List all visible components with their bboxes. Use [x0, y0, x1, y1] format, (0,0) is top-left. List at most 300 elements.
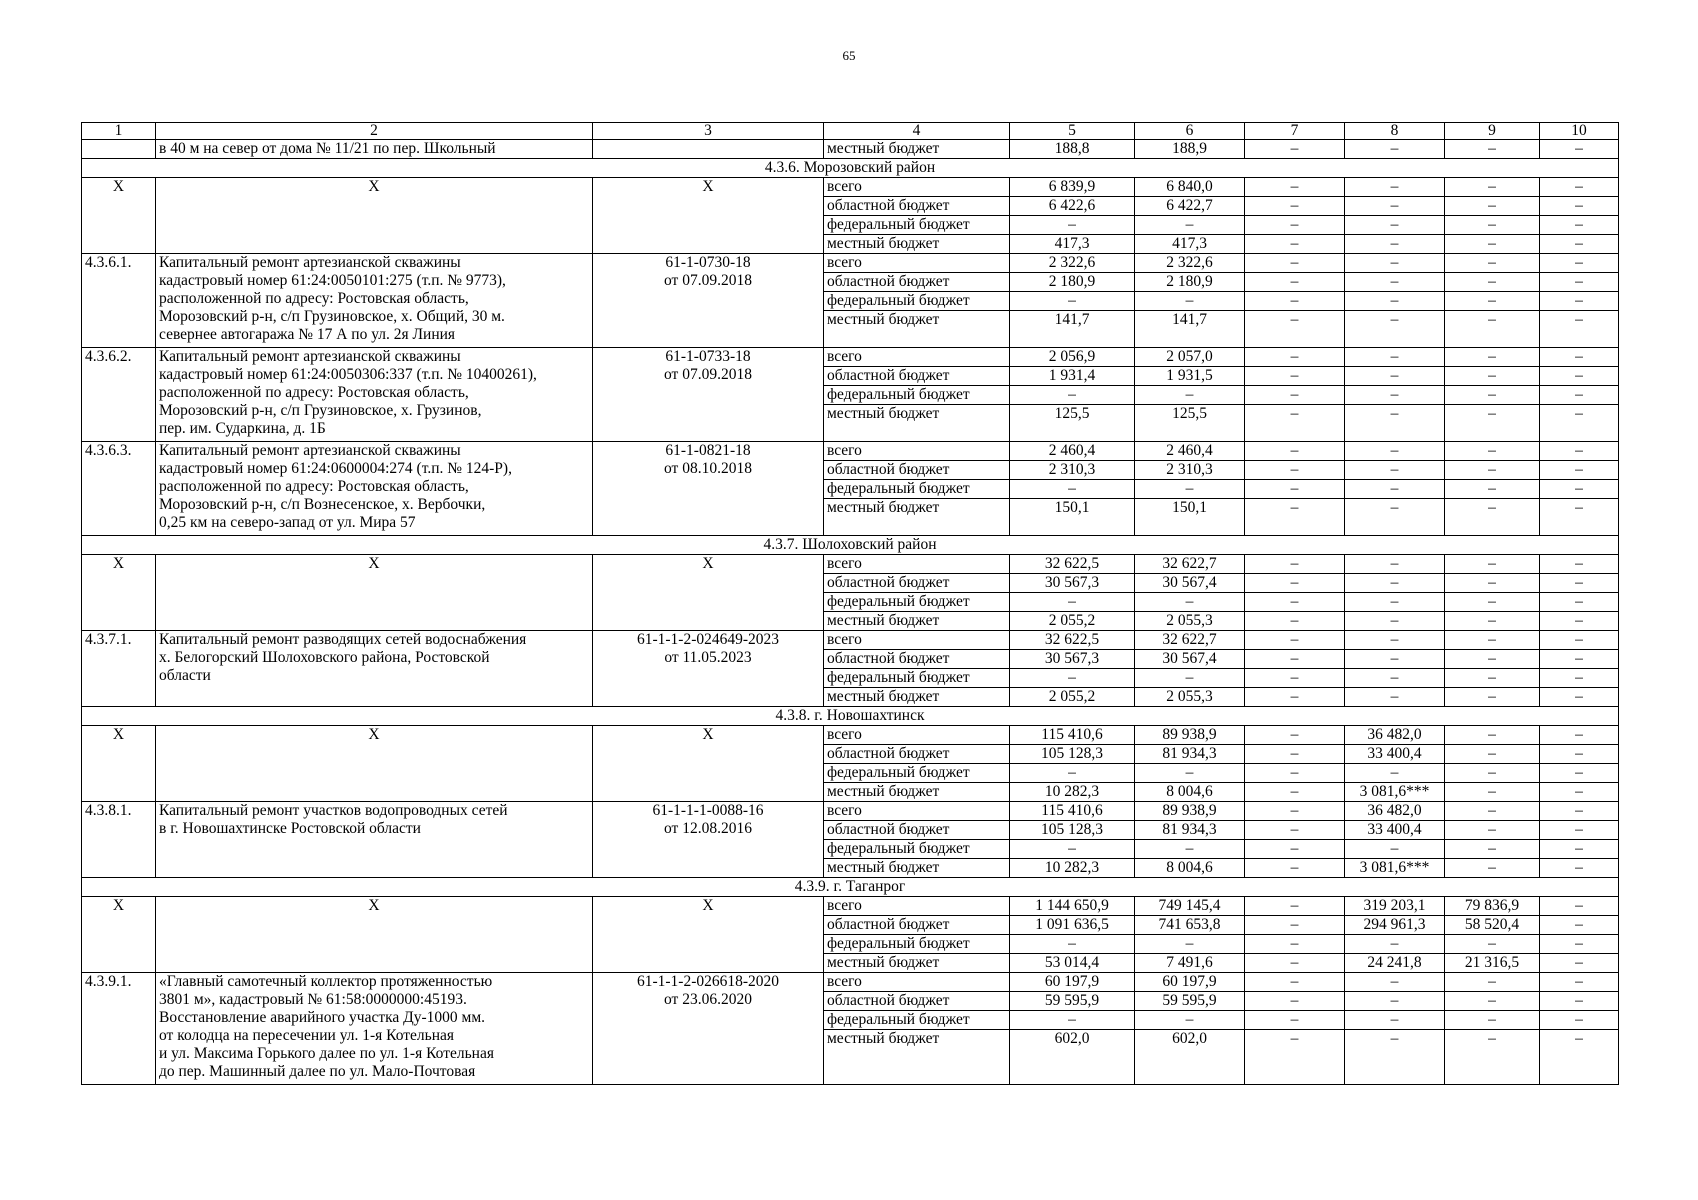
- value-cell: 36 482,0: [1345, 726, 1445, 745]
- item-description-line: от колодца на пересечении ул. 1-я Котельная: [159, 1027, 455, 1044]
- value-cell: 105 128,3: [1010, 821, 1135, 840]
- value-cell: –: [1540, 802, 1619, 821]
- value-cell: 115 410,6: [1010, 802, 1135, 821]
- item-description: [156, 442, 593, 536]
- value-cell: –: [1445, 311, 1540, 348]
- value-cell: –: [1010, 669, 1135, 688]
- funding-source: всего: [824, 254, 1010, 273]
- item-code-line: 61-1-1-1-0088-16: [652, 802, 764, 819]
- value-cell: 417,3: [1010, 235, 1135, 254]
- carry-over-text: в 40 м на север от дома № 11/21 по пер. Школьный: [156, 140, 593, 159]
- section-row: [82, 707, 1619, 726]
- value-cell: –: [1345, 273, 1445, 292]
- value-cell: –: [1245, 1030, 1345, 1085]
- value-cell: –: [1540, 1030, 1619, 1085]
- value-cell: 2 180,9: [1135, 273, 1245, 292]
- value-cell: –: [1245, 480, 1345, 499]
- value-cell: 60 197,9: [1010, 973, 1135, 992]
- value-cell: 188,9: [1135, 140, 1245, 159]
- value-cell: –: [1445, 197, 1540, 216]
- value-cell: –: [1245, 631, 1345, 650]
- funding-source: областной бюджет: [824, 745, 1010, 764]
- value-cell: –: [1345, 461, 1445, 480]
- value-cell: 602,0: [1135, 1030, 1245, 1085]
- value-cell: –: [1445, 612, 1540, 631]
- value-cell: 2 055,3: [1135, 688, 1245, 707]
- summary-mark: Х: [82, 897, 156, 973]
- funding-source: местный бюджет: [824, 1030, 1010, 1085]
- column-number: 1: [82, 123, 156, 140]
- value-cell: 32 622,5: [1010, 631, 1135, 650]
- column-number: 3: [593, 123, 824, 140]
- value-cell: –: [1245, 897, 1345, 916]
- value-cell: 10 282,3: [1010, 783, 1135, 802]
- item-description-line: Капитальный ремонт артезианской скважины: [159, 254, 461, 271]
- value-cell: –: [1245, 311, 1345, 348]
- value-cell: 2 322,6: [1135, 254, 1245, 273]
- value-cell: –: [1540, 935, 1619, 954]
- value-cell: 2 460,4: [1135, 442, 1245, 461]
- value-cell: –: [1245, 916, 1345, 935]
- value-cell: 59 595,9: [1135, 992, 1245, 1011]
- value-cell: 2 322,6: [1010, 254, 1135, 273]
- funding-source: федеральный бюджет: [824, 1011, 1010, 1030]
- value-cell: 6 422,7: [1135, 197, 1245, 216]
- value-cell: 6 422,6: [1010, 197, 1135, 216]
- summary-mark: Х: [593, 178, 824, 254]
- funding-source: местный бюджет: [824, 499, 1010, 536]
- value-cell: –: [1135, 480, 1245, 499]
- value-cell: 2 057,0: [1135, 348, 1245, 367]
- value-cell: –: [1245, 612, 1345, 631]
- item-description-line: кадастровый номер 61:24:0050306:337 (т.п. № 10400261),: [159, 366, 537, 383]
- value-cell: 30 567,3: [1010, 574, 1135, 593]
- value-cell: –: [1445, 650, 1540, 669]
- value-cell: 24 241,8: [1345, 954, 1445, 973]
- value-cell: –: [1245, 178, 1345, 197]
- item-description-line: области: [159, 667, 211, 684]
- item-code-line: от 07.09.2018: [664, 366, 752, 383]
- value-cell: –: [1345, 669, 1445, 688]
- value-cell: –: [1445, 499, 1540, 536]
- funding-source: областной бюджет: [824, 273, 1010, 292]
- item-number: 4.3.6.2.: [82, 348, 156, 442]
- value-cell: –: [1245, 954, 1345, 973]
- value-cell: –: [1245, 840, 1345, 859]
- value-cell: –: [1345, 140, 1445, 159]
- item-row: [82, 254, 1619, 273]
- value-cell: –: [1345, 216, 1445, 235]
- value-cell: –: [1245, 688, 1345, 707]
- value-cell: –: [1540, 555, 1619, 574]
- value-cell: 749 145,4: [1135, 897, 1245, 916]
- funding-source: областной бюджет: [824, 461, 1010, 480]
- value-cell: –: [1245, 764, 1345, 783]
- value-cell: –: [1345, 1011, 1445, 1030]
- value-cell: –: [1345, 348, 1445, 367]
- value-cell: –: [1445, 367, 1540, 386]
- value-cell: –: [1540, 650, 1619, 669]
- column-number: 5: [1010, 123, 1135, 140]
- value-cell: –: [1135, 935, 1245, 954]
- value-cell: –: [1010, 840, 1135, 859]
- value-cell: 294 961,3: [1345, 916, 1445, 935]
- value-cell: –: [1345, 311, 1445, 348]
- value-cell: –: [1540, 669, 1619, 688]
- value-cell: –: [1445, 631, 1540, 650]
- value-cell: 81 934,3: [1135, 745, 1245, 764]
- value-cell: –: [1345, 442, 1445, 461]
- value-cell: –: [1245, 197, 1345, 216]
- item-description-line: «Главный самотечный коллектор протяженностью: [159, 973, 493, 990]
- value-cell: –: [1540, 840, 1619, 859]
- value-cell: 30 567,4: [1135, 650, 1245, 669]
- funding-source: местный бюджет: [824, 783, 1010, 802]
- value-cell: –: [1540, 783, 1619, 802]
- value-cell: –: [1445, 726, 1540, 745]
- item-description-line: кадастровый номер 61:24:0050101:275 (т.п. № 9773),: [159, 272, 506, 289]
- value-cell: –: [1135, 386, 1245, 405]
- value-cell: –: [1345, 935, 1445, 954]
- value-cell: –: [1010, 480, 1135, 499]
- value-cell: –: [1245, 935, 1345, 954]
- funding-source: областной бюджет: [824, 992, 1010, 1011]
- carry-over-row: [82, 140, 1619, 159]
- value-cell: –: [1135, 1011, 1245, 1030]
- value-cell: –: [1540, 897, 1619, 916]
- value-cell: –: [1345, 555, 1445, 574]
- funding-source: федеральный бюджет: [824, 935, 1010, 954]
- value-cell: 125,5: [1135, 405, 1245, 442]
- value-cell: 58 520,4: [1445, 916, 1540, 935]
- code-cell: [593, 140, 824, 159]
- value-cell: –: [1245, 1011, 1345, 1030]
- item-description: [156, 802, 593, 878]
- value-cell: –: [1345, 1030, 1445, 1085]
- value-cell: –: [1245, 254, 1345, 273]
- value-cell: –: [1345, 405, 1445, 442]
- summary-mark: Х: [593, 897, 824, 973]
- value-cell: 6 839,9: [1010, 178, 1135, 197]
- value-cell: –: [1345, 688, 1445, 707]
- item-code: [593, 254, 824, 348]
- value-cell: –: [1540, 273, 1619, 292]
- item-description-line: 3801 м», кадастровый № 61:58:0000000:45193.: [159, 991, 467, 1008]
- value-cell: 1 931,4: [1010, 367, 1135, 386]
- value-cell: 115 410,6: [1010, 726, 1135, 745]
- item-code-line: от 12.08.2016: [664, 820, 752, 837]
- value-cell: –: [1345, 593, 1445, 612]
- value-cell: –: [1540, 216, 1619, 235]
- funding-source: областной бюджет: [824, 916, 1010, 935]
- value-cell: –: [1540, 480, 1619, 499]
- value-cell: –: [1245, 992, 1345, 1011]
- value-cell: –: [1245, 292, 1345, 311]
- funding-source: всего: [824, 802, 1010, 821]
- value-cell: –: [1345, 367, 1445, 386]
- item-number: 4.3.6.1.: [82, 254, 156, 348]
- summary-mark: Х: [593, 555, 824, 631]
- value-cell: 60 197,9: [1135, 973, 1245, 992]
- funding-source: всего: [824, 973, 1010, 992]
- item-code: [593, 631, 824, 707]
- item-description: [156, 973, 593, 1085]
- funding-source: местный бюджет: [824, 688, 1010, 707]
- funding-source: федеральный бюджет: [824, 764, 1010, 783]
- value-cell: –: [1445, 688, 1540, 707]
- funding-source: всего: [824, 631, 1010, 650]
- value-cell: –: [1245, 140, 1345, 159]
- value-cell: –: [1245, 235, 1345, 254]
- value-cell: –: [1345, 178, 1445, 197]
- item-description-line: х. Белогорский Шолоховского района, Ростовской: [159, 649, 490, 666]
- value-cell: –: [1245, 802, 1345, 821]
- value-cell: 30 567,3: [1010, 650, 1135, 669]
- value-cell: 21 316,5: [1445, 954, 1540, 973]
- item-description-line: расположенной по адресу: Ростовская область,: [159, 478, 469, 495]
- value-cell: –: [1445, 480, 1540, 499]
- column-number: 8: [1345, 123, 1445, 140]
- value-cell: 602,0: [1010, 1030, 1135, 1085]
- item-code: [593, 973, 824, 1085]
- value-cell: 2 055,2: [1010, 612, 1135, 631]
- value-cell: –: [1445, 216, 1540, 235]
- value-cell: –: [1245, 461, 1345, 480]
- value-cell: 1 091 636,5: [1010, 916, 1135, 935]
- item-description-line: Капитальный ремонт артезианской скважины: [159, 348, 461, 365]
- value-cell: –: [1540, 367, 1619, 386]
- value-cell: 141,7: [1135, 311, 1245, 348]
- value-cell: –: [1445, 386, 1540, 405]
- value-cell: 2 180,9: [1010, 273, 1135, 292]
- value-cell: –: [1345, 631, 1445, 650]
- item-description-line: Капитальный ремонт участков водопроводных сетей: [159, 802, 508, 819]
- funding-source: местный бюджет: [824, 859, 1010, 878]
- value-cell: –: [1540, 461, 1619, 480]
- value-cell: –: [1540, 764, 1619, 783]
- item-code-line: 61-1-0730-18: [665, 254, 751, 271]
- funding-source: областной бюджет: [824, 574, 1010, 593]
- section-row: [82, 159, 1619, 178]
- funding-source: всего: [824, 348, 1010, 367]
- value-cell: –: [1345, 254, 1445, 273]
- value-cell: –: [1540, 1011, 1619, 1030]
- page-number: 65: [842, 48, 856, 63]
- value-cell: –: [1245, 745, 1345, 764]
- value-cell: –: [1445, 178, 1540, 197]
- item-description-line: Восстановление аварийного участка Ду-1000 мм.: [159, 1009, 486, 1026]
- value-cell: –: [1445, 235, 1540, 254]
- value-cell: –: [1135, 669, 1245, 688]
- value-cell: –: [1445, 442, 1540, 461]
- value-cell: –: [1245, 650, 1345, 669]
- item-row: [82, 442, 1619, 461]
- summary-mark: Х: [593, 726, 824, 802]
- value-cell: –: [1345, 992, 1445, 1011]
- item-description-line: Капитальный ремонт разводящих сетей водоснабжения: [159, 631, 527, 648]
- value-cell: –: [1345, 973, 1445, 992]
- value-cell: –: [1445, 405, 1540, 442]
- value-cell: –: [1245, 367, 1345, 386]
- section-row: [82, 536, 1619, 555]
- value-cell: –: [1245, 669, 1345, 688]
- value-cell: 1 144 650,9: [1010, 897, 1135, 916]
- column-number: 7: [1245, 123, 1345, 140]
- funding-source: областной бюджет: [824, 197, 1010, 216]
- item-description: [156, 254, 593, 348]
- value-cell: –: [1445, 840, 1540, 859]
- value-cell: –: [1010, 593, 1135, 612]
- item-description-line: севернее автогаража № 17 А по ул. 2я Линия: [159, 326, 456, 343]
- funding-source: местный бюджет: [824, 311, 1010, 348]
- value-cell: –: [1445, 348, 1540, 367]
- value-cell: –: [1540, 499, 1619, 536]
- item-description-line: Морозовский р-н, с/п Грузиновское, х. Общий, 30 м.: [159, 308, 505, 325]
- value-cell: –: [1445, 764, 1540, 783]
- item-code-line: от 23.06.2020: [664, 991, 752, 1008]
- value-cell: –: [1540, 178, 1619, 197]
- value-cell: 36 482,0: [1345, 802, 1445, 821]
- value-cell: –: [1345, 292, 1445, 311]
- funding-source: всего: [824, 726, 1010, 745]
- value-cell: –: [1245, 783, 1345, 802]
- summary-row: [82, 178, 1619, 197]
- value-cell: 32 622,5: [1010, 555, 1135, 574]
- value-cell: 150,1: [1010, 499, 1135, 536]
- value-cell: 8 004,6: [1135, 783, 1245, 802]
- value-cell: –: [1445, 783, 1540, 802]
- value-cell: –: [1540, 859, 1619, 878]
- summary-mark: Х: [82, 726, 156, 802]
- value-cell: –: [1445, 574, 1540, 593]
- value-cell: –: [1345, 499, 1445, 536]
- item-code: [593, 442, 824, 536]
- column-number: 10: [1540, 123, 1619, 140]
- value-cell: –: [1010, 292, 1135, 311]
- value-cell: –: [1540, 254, 1619, 273]
- value-cell: –: [1010, 935, 1135, 954]
- funding-source: федеральный бюджет: [824, 216, 1010, 235]
- summary-mark: Х: [156, 555, 593, 631]
- value-cell: –: [1245, 821, 1345, 840]
- value-cell: 3 081,6***: [1345, 859, 1445, 878]
- item-row: [82, 348, 1619, 367]
- value-cell: –: [1445, 992, 1540, 1011]
- value-cell: –: [1445, 1011, 1540, 1030]
- budget-table: [81, 122, 1619, 1085]
- value-cell: –: [1245, 555, 1345, 574]
- value-cell: –: [1445, 292, 1540, 311]
- item-description-line: Морозовский р-н, с/п Вознесенское, х. Вербочки,: [159, 496, 486, 513]
- value-cell: –: [1540, 973, 1619, 992]
- value-cell: 7 491,6: [1135, 954, 1245, 973]
- item-code: [593, 802, 824, 878]
- value-cell: –: [1540, 292, 1619, 311]
- value-cell: 319 203,1: [1345, 897, 1445, 916]
- value-cell: 105 128,3: [1010, 745, 1135, 764]
- item-row: [82, 631, 1619, 650]
- value-cell: –: [1245, 273, 1345, 292]
- value-cell: –: [1135, 216, 1245, 235]
- value-cell: –: [1445, 973, 1540, 992]
- item-description-line: Капитальный ремонт артезианской скважины: [159, 442, 461, 459]
- value-cell: 89 938,9: [1135, 726, 1245, 745]
- value-cell: 125,5: [1010, 405, 1135, 442]
- value-cell: 33 400,4: [1345, 821, 1445, 840]
- value-cell: 6 840,0: [1135, 178, 1245, 197]
- value-cell: –: [1445, 859, 1540, 878]
- value-cell: –: [1540, 442, 1619, 461]
- item-description-line: до пер. Машинный далее по ул. Мало-Почтовая: [159, 1063, 476, 1080]
- funding-source: федеральный бюджет: [824, 292, 1010, 311]
- item-code-line: 61-1-1-2-026618-2020: [636, 973, 780, 990]
- value-cell: –: [1445, 802, 1540, 821]
- item-description-line: и ул. Максима Горького далее по ул. 1-я Котельная: [159, 1045, 494, 1062]
- value-cell: –: [1245, 216, 1345, 235]
- value-cell: –: [1345, 197, 1445, 216]
- column-number: 4: [824, 123, 1010, 140]
- value-cell: –: [1345, 574, 1445, 593]
- value-cell: –: [1135, 292, 1245, 311]
- item-description-line: 0,25 км на северо-запад от ул. Мира 57: [159, 514, 416, 531]
- funding-source: всего: [824, 178, 1010, 197]
- value-cell: –: [1540, 688, 1619, 707]
- value-cell: –: [1540, 235, 1619, 254]
- item-number-cell: [82, 140, 156, 159]
- funding-source: областной бюджет: [824, 367, 1010, 386]
- value-cell: –: [1245, 348, 1345, 367]
- value-cell: –: [1540, 992, 1619, 1011]
- item-row: [82, 802, 1619, 821]
- item-code-line: от 08.10.2018: [664, 460, 752, 477]
- value-cell: –: [1010, 764, 1135, 783]
- item-code-line: от 11.05.2023: [664, 649, 752, 666]
- item-description-line: Морозовский р-н, с/п Грузиновское, х. Грузинов,: [159, 402, 482, 419]
- funding-source: всего: [824, 555, 1010, 574]
- value-cell: –: [1540, 386, 1619, 405]
- value-cell: –: [1345, 650, 1445, 669]
- section-title: 4.3.9. г. Таганрог: [82, 878, 1619, 897]
- value-cell: 30 567,4: [1135, 574, 1245, 593]
- summary-row: [82, 897, 1619, 916]
- value-cell: –: [1445, 821, 1540, 840]
- value-cell: –: [1345, 612, 1445, 631]
- item-description-line: расположенной по адресу: Ростовская область,: [159, 384, 469, 401]
- value-cell: –: [1245, 574, 1345, 593]
- value-cell: –: [1445, 555, 1540, 574]
- item-code-line: 61-1-0821-18: [665, 442, 751, 459]
- value-cell: 3 081,6***: [1345, 783, 1445, 802]
- funding-source: всего: [824, 442, 1010, 461]
- section-title: 4.3.7. Шолоховский район: [82, 536, 1619, 555]
- value-cell: –: [1245, 442, 1345, 461]
- value-cell: 150,1: [1135, 499, 1245, 536]
- value-cell: –: [1540, 954, 1619, 973]
- value-cell: –: [1445, 593, 1540, 612]
- value-cell: –: [1445, 935, 1540, 954]
- value-cell: 79 836,9: [1445, 897, 1540, 916]
- value-cell: –: [1540, 612, 1619, 631]
- summary-mark: Х: [82, 178, 156, 254]
- value-cell: 417,3: [1135, 235, 1245, 254]
- column-number: 6: [1135, 123, 1245, 140]
- summary-row: [82, 726, 1619, 745]
- value-cell: –: [1445, 1030, 1540, 1085]
- value-cell: 141,7: [1010, 311, 1135, 348]
- item-description-line: в г. Новошахтинске Ростовской области: [159, 820, 421, 837]
- section-title: 4.3.6. Морозовский район: [82, 159, 1619, 178]
- funding-source: федеральный бюджет: [824, 840, 1010, 859]
